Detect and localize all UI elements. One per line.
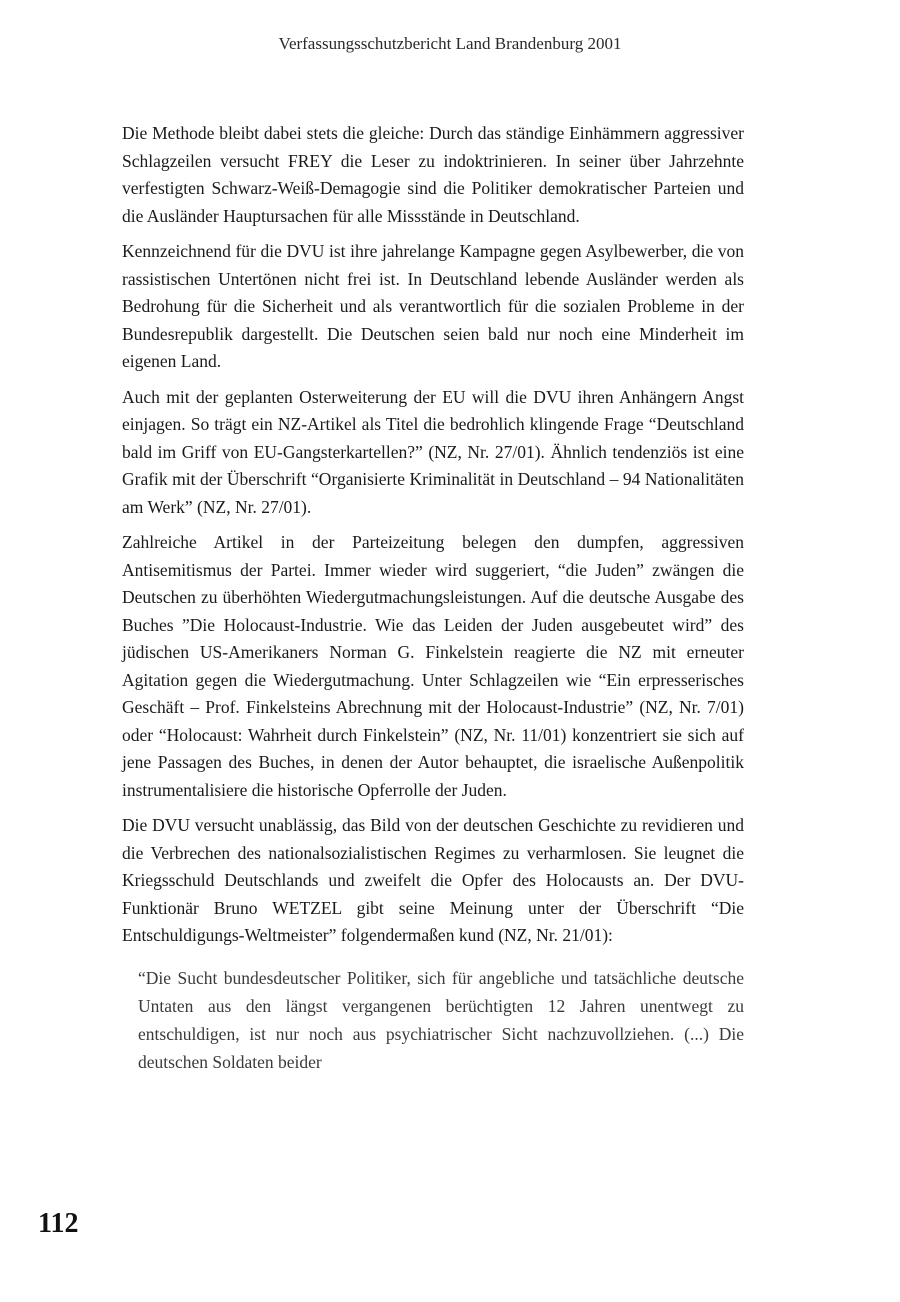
paragraph: Kennzeichnend für die DVU ist ihre jahrelange Kampagne gegen Asylbewerber, die von rassistischen Untertönen nicht frei ist. In Deutschland lebende Ausländer werden als Bedrohung für die Sicherheit und als verantwortlich für die sozialen Probleme in der Bundesrepublik dargestellt. Die Deutschen seien bald nur noch eine Minderheit im eigenen Land.	[122, 241, 744, 371]
paragraph: Die Methode bleibt dabei stets die gleiche: Durch das ständige Einhämmern aggressiver Schlagzeilen versucht FREY die Leser zu indoktrinieren. In seiner über Jahrzehnte verfestigten Schwarz-Weiß-Demagogie sind die Politiker demokratischer Parteien und die Ausländer Hauptursachen für alle Missstände in Deutschland.	[122, 123, 744, 226]
paragraph: Auch mit der geplanten Osterweiterung der EU will die DVU ihren Anhängern Angst einjagen. So trägt ein NZ-Artikel als Titel die bedrohlich klingende Frage “Deutschland bald im Griff von EU-Gangsterkartellen?” (NZ, Nr. 27/01). Ähnlich tendenziös ist eine Grafik mit der Überschrift “Organisierte Kriminalität in Deutschland – 94 Nationalitäten am Werk” (NZ, Nr. 27/01).	[122, 386, 744, 517]
block-quote: “Die Sucht bundesdeutscher Politiker, sich für angebliche und tatsächliche deutsche Untaten aus den längst vergangenen berüchtigten 12 Jahren unentwegt zu entschuldigen, ist nur noch aus psychiatrischer Sicht nachzuvollziehen. (...) Die deutschen Soldaten beider	[138, 967, 744, 1072]
paragraph: Zahlreiche Artikel in der Parteizeitung belegen den dumpfen, aggressiven Antisemitismus der Partei. Immer wieder wird suggeriert, “die Juden” zwängen die Deutschen zu überhöhten Wiedergutmachungsleistungen. Auf die deutsche Ausgabe des Buches ”Die Holocaust-Industrie. Wie das Leiden der Juden ausgebeutet wird” des jüdischen US-Amerikaners Norman G. Finkelstein reagierte die NZ mit erneuter Agitation gegen die Wiedergutmachung. Unter Schlagzeilen wie “Ein erpresserisches Geschäft – Prof. Finkelsteins Abrechnung mit der Holocaust-Industrie” (NZ, Nr. 7/01) oder “Holocaust: Wahrheit durch Finkelstein” (NZ, Nr. 11/01) konzentriert sie sich auf jene Passagen des Buches, in denen der Autor behauptet, die israelische Außenpolitik instrumentalisiere die historische Opferrolle der Juden.	[122, 532, 744, 800]
running-header: Verfassungsschutzbericht Land Brandenburg 2001	[278, 34, 622, 53]
paragraph: Die DVU versucht unablässig, das Bild von der deutschen Geschichte zu revidieren und die Verbrechen des nationalsozialistischen Regimes zu verharmlosen. Sie leugnet die Kriegsschuld Deutschlands und zweifelt die Opfer des Holocausts an. Der DVU-Funktionär Bruno WETZEL gibt seine Meinung unter der Überschrift “Die Entschuldigungs-Weltmeister” folgendermaßen kund (NZ, Nr. 21/01):	[122, 815, 744, 945]
page-number: 112	[38, 1208, 79, 1239]
page-body	[122, 120, 744, 1076]
